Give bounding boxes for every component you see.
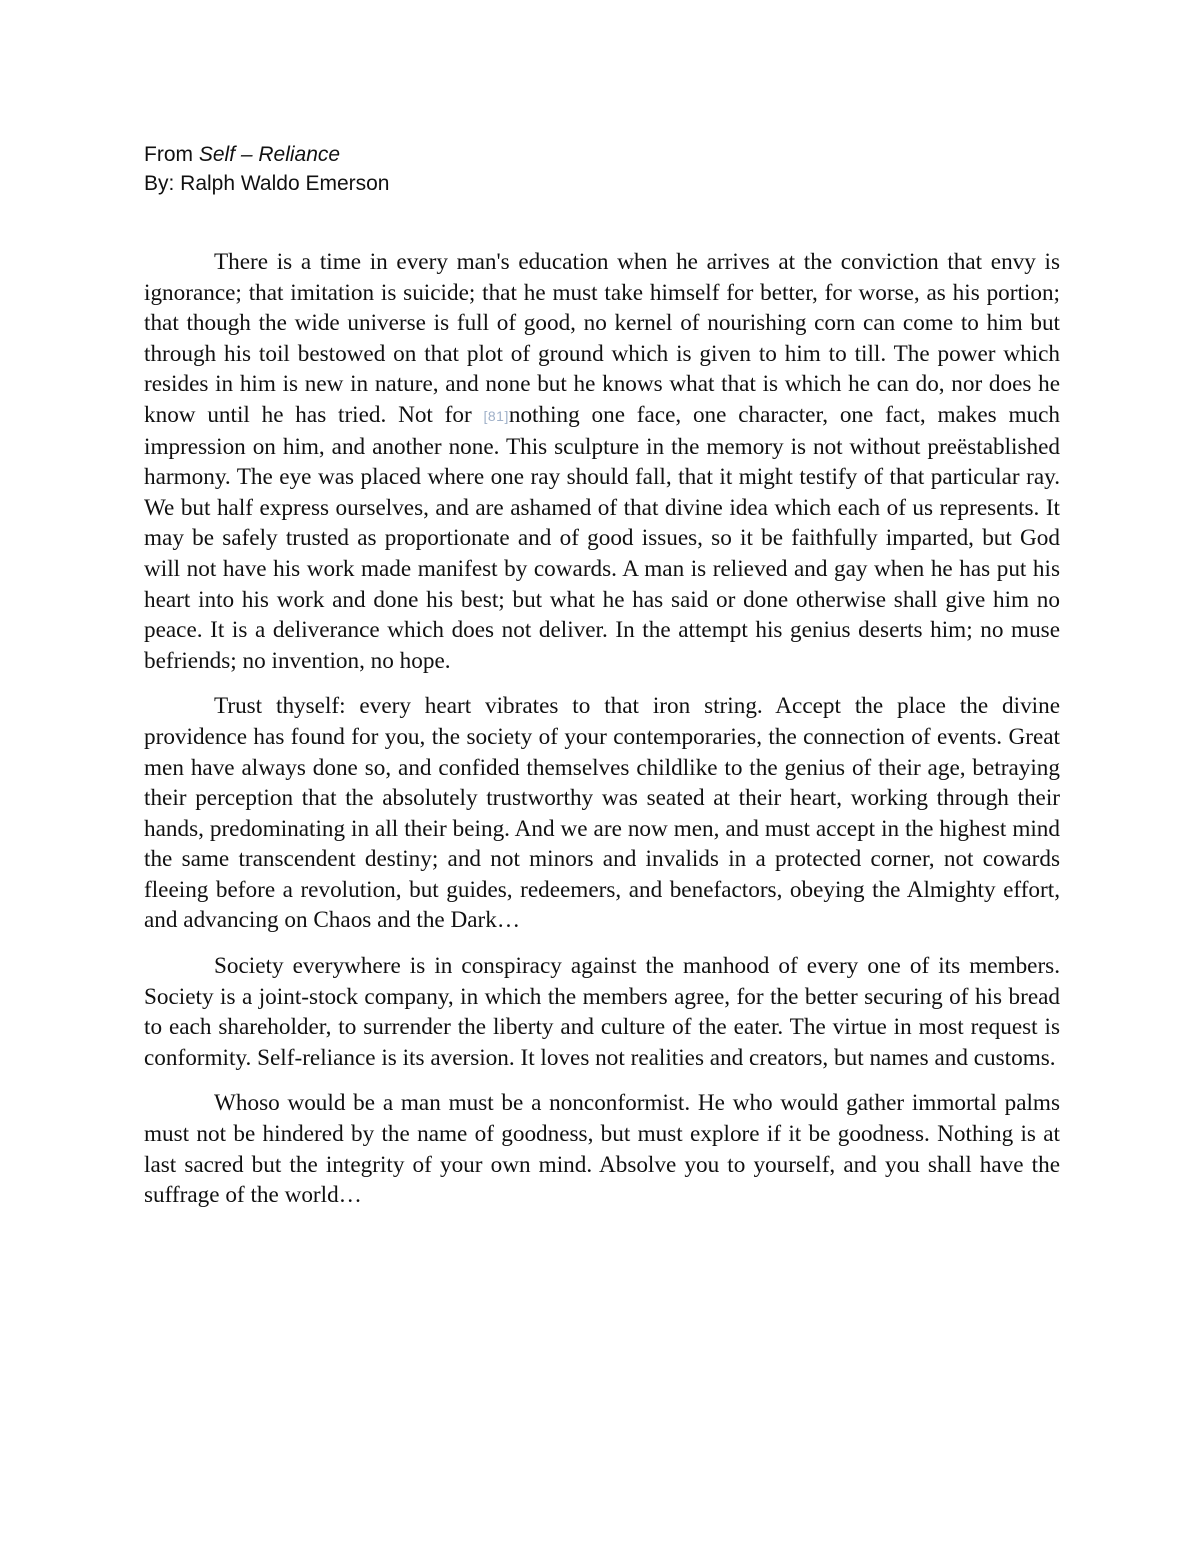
paragraph-2: Trust thyself: every heart vibrates to that iron string. Accept the place the divine providence has found for you, the society of your contemporaries, the connection of events. Great men have always done so, and confided themselves childlike to the genius of their age, betraying their perception that the absolutely trustworthy was seated at their heart, working through their hands, predominating in all their being. And we are now men, and must accept in the highest mind the same transcendent destiny; and not minors and invalids in a protected corner, not cowards fleeing before a revolution, but guides, redeemers, and benefactors, obeying the Almighty effort, and advancing on Chaos and the Dark…: [144, 693, 1060, 934]
paragraph-4: Whoso would be a man must be a nonconformist. He who would gather immortal palms must not be hindered by the name of goodness, but must explore if it be goodness. Nothing is at last sacred but the integrity of your own mind. Absolve you to yourself, and you shall have the suffrage of the world…: [144, 1090, 1060, 1209]
footnote-marker[interactable]: [81]: [483, 407, 509, 424]
paragraph-1-part-b: nothing one face, one character, one fact, makes much impression on him, and another none. This sculpture in the memory is not without preëstablished harmony. The eye was placed where one ray should fall, that it might testify of that particular ray. We but half express ourselves, and are ashamed of that divine idea which each of us represents. It may be safely trusted as proportionate and of good issues, so it be faithfully imparted, but God will not have his work made manifest by cowards. A man is relieved and gay when he has put his heart into his work and done his best; but what he has said or done otherwise shall give him no peace. It is a deliverance which does not deliver. In the attempt his genius deserts him; no muse befriends; no invention, no hope.: [144, 401, 1060, 674]
paragraph-1: [144, 247, 1060, 676]
paragraph-1-part-a: There is a time in every man's education when he arrives at the conviction that envy is ignorance; that imitation is suicide; that he must take himself for better, for worse, as his portion; that though the wide universe is full of good, no kernel of nourishing corn can come to him but through his toil bestowed on that plot of ground which is given to him to till. The power which resides in him is new in nature, and none but he knows what that is which he can do, nor does he know until he has tried. Not for: [144, 249, 1060, 428]
paragraph-3: Society everywhere is in conspiracy against the manhood of every one of its members. Society is a joint-stock company, in which the members agree, for the better securing of his bread to each shareholder, to surrender the liberty and culture of the eater. The virtue in most request is conformity. Self-reliance is its aversion. It loves not realities and creators, but names and customs.: [144, 953, 1060, 1071]
title-line: [144, 140, 390, 169]
document-body: [144, 247, 1060, 1226]
essay-title: Self – Reliance: [198, 143, 341, 166]
byline: By: Ralph Waldo Emerson: [144, 172, 390, 195]
document-header: [144, 140, 390, 198]
from-label: From: [144, 143, 193, 166]
